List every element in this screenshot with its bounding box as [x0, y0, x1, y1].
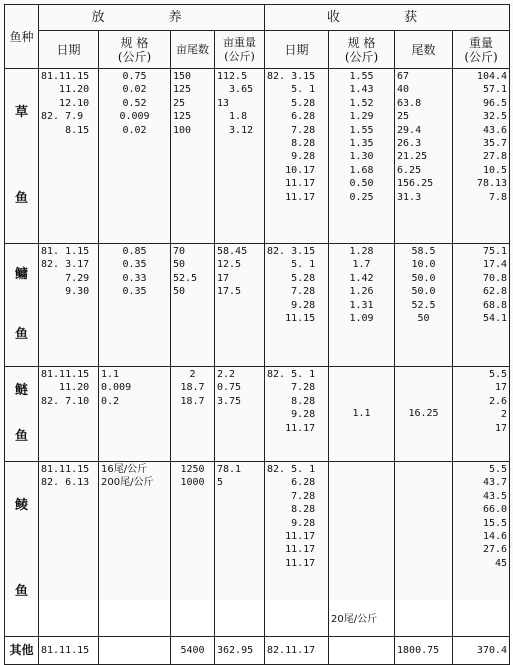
stock-date-cell: 81.11.15 11.20 82. 7.10: [39, 367, 99, 462]
harvest-date-cell: 82. 3.15 5. 1 5.28 7.28 9.28 11.15: [265, 244, 329, 367]
table-row: [5, 69, 510, 244]
stock-weight-cell: 362.95: [215, 637, 265, 665]
species-char: 鱼: [14, 584, 28, 599]
table-row: [5, 244, 510, 367]
stock-spec-cell: 0.75 0.02 0.52 0.009 0.02: [99, 69, 171, 244]
stock-spec-cell: 1.1 0.009 0.2: [99, 367, 171, 462]
header-stocking: 放 养: [39, 5, 265, 31]
header-stock-spec: 规 格 (公斤): [99, 31, 171, 69]
stock-weight-cell: 78.1 5: [215, 462, 265, 637]
harvest-date-cell: 82. 5. 1 7.28 8.28 9.28 11.17: [265, 367, 329, 462]
species-char: 鲮: [14, 498, 28, 513]
header-stock-date: 日期: [39, 31, 99, 69]
header-harvest-count: 尾数: [395, 31, 453, 69]
stock-weight-cell: 58.45 12.5 17 17.5: [215, 244, 265, 367]
species-char: 鱼: [14, 191, 28, 206]
table-row: [5, 367, 510, 462]
harvest-count-cell: 67 40 63.8 25 29.4 26.3 21.25 6.25 156.25 31.3: [395, 69, 453, 244]
header-stock-count: 亩尾数: [171, 31, 215, 69]
header-harvest-weight: 重量 (公斤): [453, 31, 510, 69]
stock-date-cell: 81.11.15 82. 6.13: [39, 462, 99, 637]
species-cell: 其他: [5, 637, 39, 665]
harvest-spec-cell: 1.55 1.43 1.52 1.29 1.55 1.35 1.30 1.68 0.50 0.25: [329, 69, 395, 244]
stocking-harvest-table: [4, 4, 510, 665]
stock-count-cell: 2 18.7 18.7: [171, 367, 215, 462]
species-char: 草: [14, 105, 28, 120]
species-cell: [5, 69, 39, 244]
harvest-count-cell: 16.25: [395, 367, 453, 462]
harvest-count-cell: 1800.75: [395, 637, 453, 665]
harvest-weight-cell: 5.5 43.7 43.5 66.0 15.5 14.6 27.6 45: [453, 462, 510, 637]
stock-count-cell: 150 125 25 125 100: [171, 69, 215, 244]
header-stock-weight: 亩重量 (公斤): [215, 31, 265, 69]
harvest-spec-cell: 1.1: [329, 367, 395, 462]
harvest-date-cell: 82. 5. 1 6.28 7.28 8.28 9.28 11.17 11.17 11.17: [265, 462, 329, 637]
species-char: 鲢: [14, 383, 28, 398]
species-cell: [5, 462, 39, 637]
harvest-spec-cell: [329, 637, 395, 665]
header-species: 鱼种: [5, 5, 39, 69]
harvest-spec-cell: 1.28 1.7 1.42 1.26 1.31 1.09: [329, 244, 395, 367]
header-harvest: 收 获: [265, 5, 510, 31]
stock-spec-cell: [99, 637, 171, 665]
harvest-count-cell: [395, 462, 453, 637]
stock-count-cell: 5400: [171, 637, 215, 665]
harvest-count-cell: 58.5 10.0 50.0 50.0 52.5 50: [395, 244, 453, 367]
header-harvest-spec: 规 格 (公斤): [329, 31, 395, 69]
species-char: 鱼: [14, 429, 28, 444]
harvest-weight-cell: 370.4: [453, 637, 510, 665]
harvest-date-cell: 82.11.17: [265, 637, 329, 665]
stock-spec-cell: 0.85 0.35 0.33 0.35: [99, 244, 171, 367]
species-cell: [5, 244, 39, 367]
stock-count-cell: 70 50 52.5 50: [171, 244, 215, 367]
harvest-weight-cell: 75.1 17.4 70.8 62.8 68.8 54.1: [453, 244, 510, 367]
stock-date-cell: 81.11.15: [39, 637, 99, 665]
table-row: [5, 637, 510, 665]
species-char: 鳙: [14, 267, 28, 282]
species-char: 鱼: [14, 327, 28, 342]
header-harvest-date: 日期: [265, 31, 329, 69]
stock-date-cell: 81.11.15 11.20 12.10 82. 7.9 8.15: [39, 69, 99, 244]
stock-spec-cell: 16尾/公斤 200尾/公斤: [99, 462, 171, 637]
harvest-weight-cell: 5.5 17 2.6 2 17: [453, 367, 510, 462]
stock-weight-cell: 2.2 0.75 3.75: [215, 367, 265, 462]
table-row: [5, 462, 510, 637]
stock-weight-cell: 112.5 3.65 13 1.8 3.12: [215, 69, 265, 244]
harvest-date-cell: 82. 3.15 5. 1 5.28 6.28 7.28 8.28 9.28 10.17 11.17 11.17: [265, 69, 329, 244]
species-cell: [5, 367, 39, 462]
harvest-weight-cell: 104.4 57.1 96.5 32.5 43.6 35.7 27.8 10.5 78.13 7.8: [453, 69, 510, 244]
stock-date-cell: 81. 1.15 82. 3.17 7.29 9.30: [39, 244, 99, 367]
harvest-spec-cell: 20尾/公斤: [329, 462, 395, 637]
stock-count-cell: 1250 1000: [171, 462, 215, 637]
